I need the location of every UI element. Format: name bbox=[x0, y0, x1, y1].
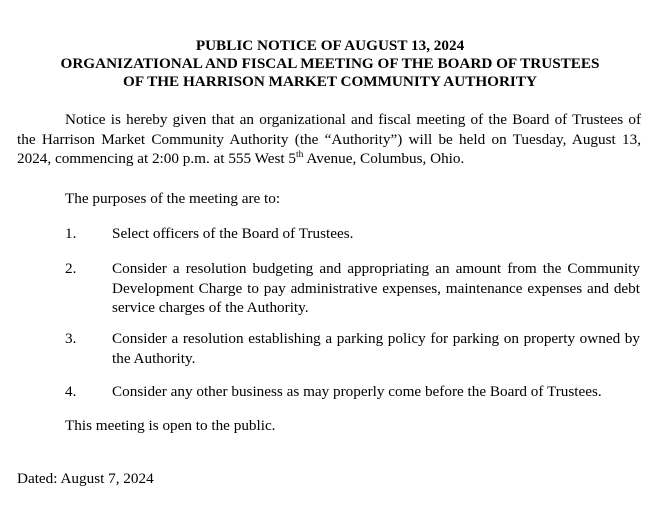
meeting-title: ORGANIZATIONAL AND FISCAL MEETING OF THE BOARD OF TRUSTEES bbox=[60, 55, 600, 72]
authority-title: OF THE HARRISON MARKET COMMUNITY AUTHORITY bbox=[123, 73, 537, 90]
open-statement: This meeting is open to the public. bbox=[65, 417, 276, 434]
intro-line: of the Harrison Market Community Authority (the “Authority”) will be held on Tuesday, August bbox=[17, 111, 642, 148]
intro-line: 13, 2024, commencing at 2:00 p.m. at 555 West 5 bbox=[17, 130, 642, 167]
intro-line: Notice is hereby given that an organizational and fiscal meeting of the Board of Trustees bbox=[65, 111, 624, 128]
notice-title: PUBLIC NOTICE OF AUGUST 13, 2024 bbox=[195, 37, 465, 54]
list-item-number: 2. bbox=[65, 260, 77, 277]
intro-line: Avenue, Columbus, Ohio. bbox=[303, 150, 465, 167]
ordinal-suffix: th bbox=[296, 149, 304, 160]
purposes-heading: The purposes of the meeting are to: bbox=[65, 190, 281, 207]
list-item-number: 4. bbox=[65, 383, 77, 400]
list-item-text: Consider a resolution establishing a parking policy for parking on property owned by the Authority. bbox=[112, 330, 640, 367]
list-item-text: Consider any other business as may properly come before the Board of Trustees. bbox=[112, 383, 602, 400]
intro-paragraph bbox=[17, 110, 641, 169]
list-item-text: Select officers of the Board of Trustees. bbox=[112, 225, 354, 242]
list-item-text: Consider a resolution budgeting and appropriating an amount from the Community Development Charge to pay administrative expenses, maintenance expenses and debt service charges of the Authority. bbox=[112, 260, 640, 316]
dated-line: Dated: August 7, 2024 bbox=[17, 470, 154, 487]
list-item-number: 3. bbox=[65, 330, 77, 347]
list-item-number: 1. bbox=[65, 225, 77, 242]
